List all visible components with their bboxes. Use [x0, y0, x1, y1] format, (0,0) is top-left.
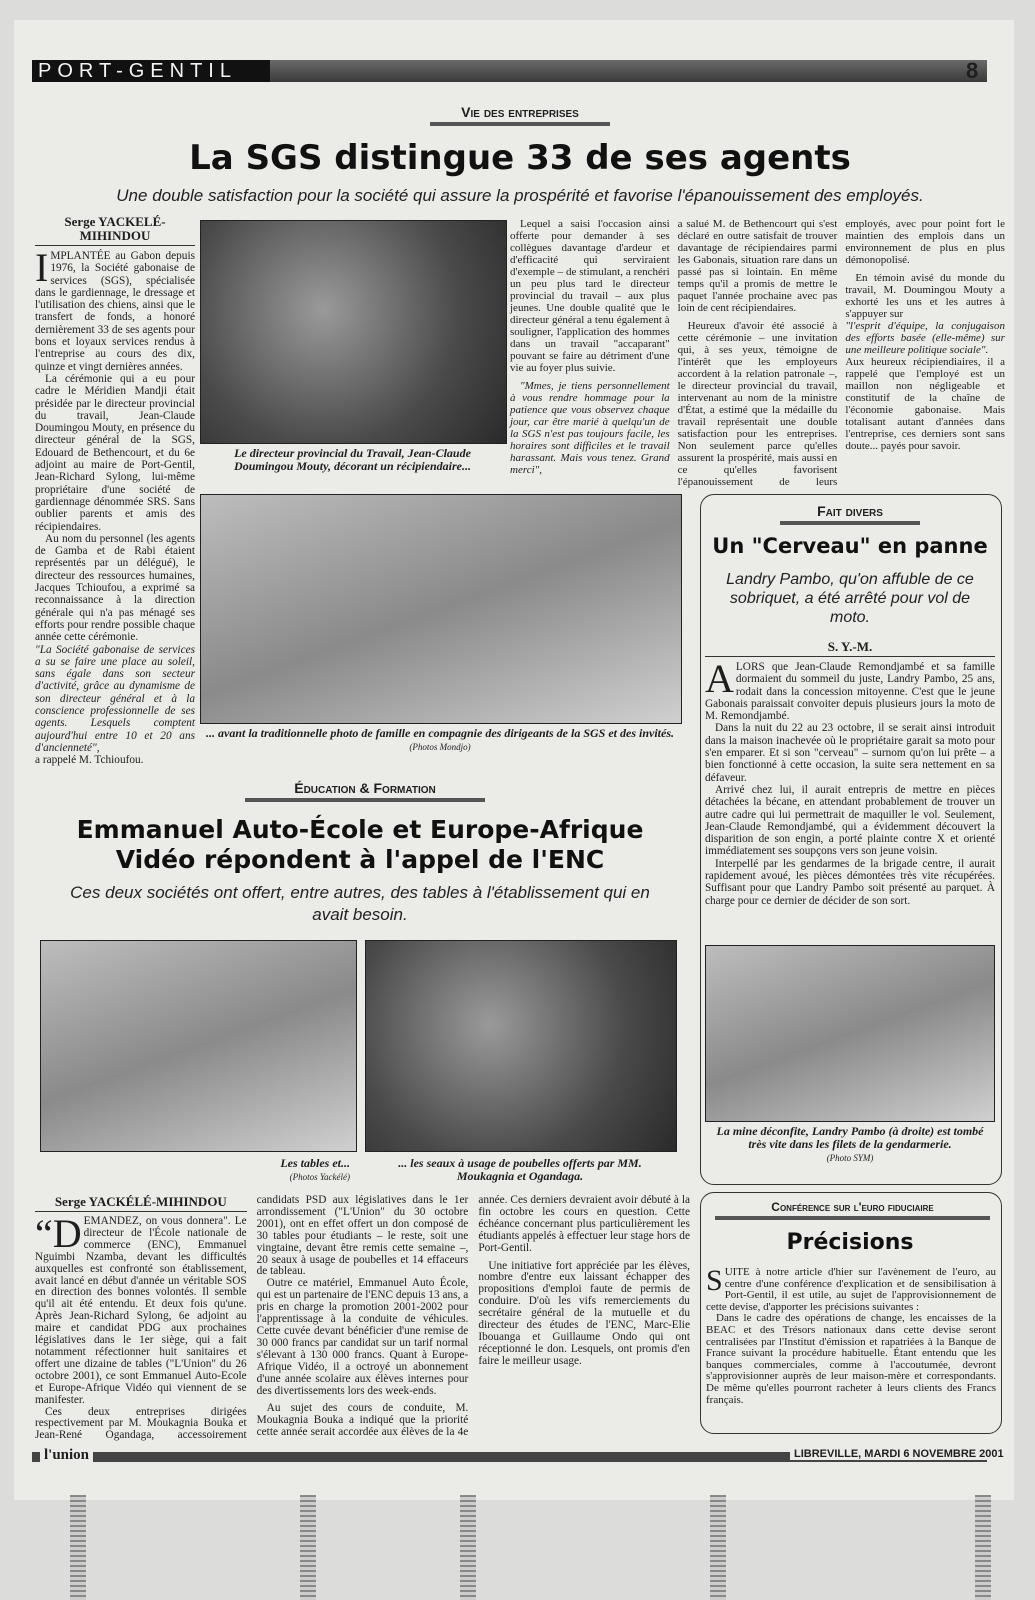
binding-ring: [70, 1495, 86, 1600]
euro-headline: Précisions: [786, 1230, 914, 1255]
sgs-column-3: a salué M. de Bethencourt qui s'est déclaré en outre satisfait de trouver davantage de récipiendaires parmi les Gabonais, situation rare dans un passé pas si lointain. En même temps qu'il a promis de mettre le paquet l'année prochaine avec pas loin de cent récipiendaires.: [677, 218, 838, 314]
sgs-column-4: En témoin avisé du monde du travail, M. Doumingou Mouty a exhorté les uns et les autres à s'appuyer sur: [845, 272, 1005, 320]
drop-cap: “D: [35, 1211, 82, 1256]
drop-cap: A: [705, 656, 734, 701]
euro-text: SUITE à notre article d'hier sur l'avènement de l'euro, au centre d'une conférence d'explication et de sensibilisation à Port-Gentil, il est utile, au sujet de l'approvisionnement de cette devise, d'apporter les précisions suivantes : Dans le cadre des opérations de change, les encaisses de la BEAC et des Trésors nationaux dans cette devise seront centralisées par l'Institut d'émission et rapatriées à la Banque de France suivant la procédure habituelle. Étant entendu que les banques commerciales, comme à l'accoutumée, devront s'approvisionner auprès de leur maison-mère et correspondants. De même qu'elles pourront racheter à leurs clients des Francs français.: [706, 1264, 996, 1406]
rubric-vie-des-entreprises: Vie des entreprises: [430, 104, 610, 126]
binding-ring: [975, 1495, 991, 1600]
binding-ring: [710, 1495, 726, 1600]
masthead-logo: l'union: [40, 1447, 93, 1464]
photo-landry-pambo: [705, 945, 995, 1122]
section-title: PORT-GENTIL: [32, 60, 270, 82]
caption-medal: Le directeur provincial du Travail, Jean-Claude Doumingou Mouty, décorant un récipiendaire...: [234, 446, 471, 473]
fait-divers-subtitle: Landry Pambo, qu'on affuble de ce sobriquet, a été arrêté pour vol de moto.: [726, 571, 974, 626]
binding-ring: [300, 1495, 316, 1600]
caption-bins: ... les seaux à usage de poubelles offerts par MM. Moukagnia et Ogandaga.: [398, 1156, 642, 1183]
dateline: LIBREVILLE, MARDI 6 NOVEMBRE 2001: [790, 1448, 1008, 1460]
sgs-column-1: Serge YACKELÉ-MIHINDOU IMPLANTÉE au Gabon depuis 1976, la Société gabonaise de services (SGS), spécialisée dans le gardiennage, le dressage et l'utilisation des chiens, ainsi que le transfert de fonds, a honoré dernièrement 33 de ses agents pour bons et loyaux services rendus à l'entreprise au cours des dix, quinze et vingt dernières années. La cérémonie qui a eu pour cadre le Méridien Mandji était présidée par le directeur provincial du travail, Jean-Claude Doumingou Mouty, en présence du directeur général de la SGS, Edouard de Bethencourt, et du 6e adjoint au maire de Port-Gentil, Jean-Richard Sylong, lui-même propriétaire d'une société de gardiennage dénommée SRS. Sans oublier parents et amis des récipiendaires. Au nom du personnel (les agents de Gamba et de Rabi étaient représentés par un délégué), le directeur des ressources humaines, Jacques Tchioufou, a exprimé sa reconnaissance à la direction générale qui n'a pas ménagé ses efforts pour rendre possible chaque année cette cérémonie. "La Société gabonaise de services a su se faire une place au soleil, sans égale dans son secteur d'activité, grâce au dynamisme de son directeur général et à la conscience professionnelle de ses agents. Lesquels comptent aujourd'hui entre 10 et 20 ans d'ancienneté", a rappelé M. Tchioufou.: [35, 214, 195, 767]
caption-tables: Les tables et... (Photos Yackélé): [280, 1156, 350, 1182]
enc-columns: Serge YACKÉLÉ-MIHINDOU “DEMANDEZ, on vous donnera". Le directeur de l'École nationale de commerce (ENC), Emmanuel Nguimbi Nzamba, devant les difficultés auxquelles est confronté son établissement, avait lancé en début d'année un véritable SOS en direction des bonnes volontés. Il semble qu'il ait été entendu. Et deux fois qu'une. Après Jean-Richard Sylong, 6e adjoint au maire et candidat PDG aux prochaines législatives dans le 1er siège, qui a fait notamment réfectionner huit sanitaires et offert une dizaine de tables ("L'Union" du 26 octobre 2001), ce sont Emmanuel Auto-Ecole et Europe-Afrique Vidéo qui viennent de se manifester. Ces deux entreprises dirigées respectivement par M. Moukagnia Bouka et Jean-René Ogandaga, accessoirement candidats PSD aux législatives dans le 1er arrondissement ("L'Union" du 30 octobre 2001), ont en effet offert un don composé de 30 tables pour étudiants – le reste, soit une vingtaine, devant être remis cette semaine –, 20 seaux à usage de poubelles et 14 effaceurs de tableau. Outre ce matériel, Emmanuel Auto École, qui est un partenaire de l'ENC depuis 13 ans, a pris en charge la promotion 2001-2002 pour l'apprentissage à la conduite de véhicules. Cette cuvée devant bénéficier d'une remise de 30 000 francs par candidat sur un tarif normal s'élevant à 130 000 francs. Quant à Europe-Afrique Vidéo, il a octroyé un abonnement d'une année scolaire aux élèves internes pour des divertissements lors des week-ends. Au sujet des cours de conduite, M. Moukagnia Bouka a indiqué que la priorité cette année serait accordée aux élèves de la 4e année. Ces derniers devraient avoir débuté à la fin octobre les cours en question. Cette échéance concernant plus particulièrement les étudiants appelés à effectuer leur stage hors de Port-Gentil. Une initiative fort appréciée par les élèves, nombre d'entre eux laissant échapper des propositions d'emploi faute de permis de conduire. D'où les vifs remerciements du secrétaire général de la mutuelle et du directeur des études de l'ENC, Marc-Elie Ibouanga et Guillaume Ondo qui ont réceptionné le don. Lesquels, ont promis d'en faire le meilleur usage.: [35, 1195, 690, 1447]
photo-bins: [365, 940, 677, 1152]
rubric-euro: Conférence sur l'euro fiduciaire: [715, 1200, 990, 1220]
drop-cap: S: [706, 1264, 723, 1297]
enc-column-3: Au sujet des cours de conduite, M. Moukagnia Bouka a indiqué que la priorité cette année serait accordée aux élèves de la 4e année. Ces derniers devraient avoir débuté à la fin octobre les cours en question. Cette échéance concernant plus particulièrement les étudiants appelés à effectuer leur stage hors de Port-Gentil.: [256, 1194, 690, 1439]
enc-column-1: “DEMANDEZ, on vous donnera". Le directeur de l'École nationale de commerce (ENC), Emmanuel Nguimbi Nzamba, devant les difficultés auxquelles est confronté son établissement, avait lancé en début d'année un véritable SOS en direction des bonnes volontés. Il semble qu'il ait été entendu. Et deux fois qu'une. Après Jean-Richard Sylong, 6e adjoint au maire et candidat PDG aux prochaines législatives dans le 1er siège, qui a fait notamment réfectionner huit sanitaires et offert une dizaine de tables ("L'Union" du 26 octobre 2001), ce sont Emmanuel Auto-Ecole et Europe-Afrique Vidéo qui viennent de se manifester.: [35, 1211, 247, 1406]
fait-divers-headline: Un "Cerveau" en panne: [712, 534, 988, 558]
photo-medal-ceremony: [200, 220, 507, 444]
drop-cap: I: [35, 245, 49, 290]
sgs-column-2: Lequel a saisi l'occasion ainsi offerte pour demander à ses collègues davantage d'ardeur et d'efficacité qui serviraient d'exemple – de stimulant, a renchéri un peu plus tard le directeur provincial du travail – aux plus jeunes. Une double qualité que le directeur général a tenu également à souligner, l'application des hommes dans un travail "accaparant" pouvant se faire au détriment d'une vie au foyer plus suivie.: [510, 218, 670, 374]
sgs-columns-2-4: Lequel a saisi l'occasion ainsi offerte pour demander à ses collègues davantage d'ardeur et d'efficacité qui serviraient d'exemple – de stimulant, a renchéri un peu plus tard le directeur provincial du travail – aux plus jeunes. Une double qualité que le directeur général a tenu également à souligner, l'application des hommes dans un travail "accaparant" pouvant se faire au détriment d'une vie au foyer plus suivie. "Mmes, je tiens personnellement à vous rendre hommage pour la patience que vous observez chaque jour, car être marié à quelqu'un de la SGS n'est pas toujours facile, les horaires sont difficiles et le travail harassant. Mais vous tenez. Grand merci", a salué M. de Bethencourt qui s'est déclaré en outre satisfait de trouver davantage de récipiendaires parmi les Gabonais, situation rare dans un passé pas si lointain. En même temps qu'il a promis de mettre le paquet l'année prochaine avec pas loin de cent récipiendaires. Heureux d'avoir été associé à cette cérémonie – une invitation qui, à ses yeux, témoigne de l'intérêt que les employeurs accordent à la relation patronale –, le directeur provincial du travail, intervenant au nom de la ministre d'État, a estimé que la médaille du travail représentait une double satisfaction pour les entreprises. Non seulement parce qu'elles assurent la prospérité, mais aussi en ce qu'elles favorisent l'épanouissement de leurs employés, avec pour point fort le maintien des emplois dans un environnement de plus en plus démonopolisé. En témoin avisé du monde du travail, M. Doumingou Mouty a exhorté les uns et les autres à s'appuyer sur "l'esprit d'équipe, la conjugaison des efforts basée (elle-même) sur une meilleure politique sociale". Aux heureux récipiendiaires, il a rappelé que l'employé est un maillon non négligeable et constitutif de la chaîne de l'économie gabonaise. Mais totalisant autant d'années dans l'entreprise, ces derniers sont sans doute... payés pour savoir.: [510, 218, 1005, 488]
enc-subtitle: Ces deux sociétés ont offert, entre autres, des tables à l'établissement qui en avait besoin.: [70, 883, 650, 924]
enc-byline: Serge YACKÉLÉ-MIHINDOU: [35, 1195, 247, 1212]
page-number: 8: [966, 58, 979, 83]
sgs-headline: La SGS distingue 33 de ses agents: [189, 138, 851, 178]
photo-group: [200, 494, 682, 724]
rubric-fait-divers: Fait divers: [780, 503, 920, 525]
caption-landry: La mine déconfite, Landry Pambo (à droite) est tombé très vite dans les filets de la gendarmerie. (Photo SYM): [716, 1124, 984, 1163]
sgs-subtitle: Une double satisfaction pour la société qui assure la prospérité et favorise l'épanouissement des employés.: [116, 186, 924, 205]
photo-tables: [40, 940, 357, 1152]
rubric-education: Éducation & Formation: [245, 780, 485, 802]
fait-divers-text: S. Y.-M. ALORS que Jean-Claude Remondjambé et sa famille dormaient du sommeil du juste, Landry Pambo, 25 ans, rodait dans la concession mitoyenne. C'est que le jeune Gabonais paraissait convoiter depuis plusieurs jours la moto de M. Remondjambé. Dans la nuit du 22 au 23 octobre, il se serait ainsi introduit dans la maison inachevée où le propriétaire garait sa moto pour s'en emparer. Et si son "cerveau" – surnom qu'on lui prête – a bien fonctionné à cette occasion, la suite sera nettement en sa défaveur. Arrivé chez lui, il aurait entrepris de mettre en pièces détachées la bécane, en attendant probablement de trouver un autre cadre qui lui permettrait de maquiller le vol. Seulement, Jean-Claude Remondjambé, qui a évidemment découvert la disparition de son engin, a porté plainte contre X et orienté immédiatement ses soupçons vers son jeune voisin. Interpellé par les gendarmes de la brigade centre, il aurait rapidement avoué, les pièces démontées très vite récupérées. Suffisant pour que Landry Pambo soit présenté au parquet. À charge pour ce dernier de décider de son sort.: [705, 639, 995, 907]
enc-headline: Emmanuel Auto-École et Europe-Afrique Vidéo répondent à l'appel de l'ENC: [76, 815, 644, 874]
sgs-byline: Serge YACKELÉ-MIHINDOU: [35, 215, 195, 246]
caption-group: ... avant la traditionnelle photo de famille en compagnie des dirigeants de la SGS et des invités. (Photos Mondjo): [206, 726, 674, 752]
binding-ring: [460, 1495, 476, 1600]
fait-divers-byline: S. Y.-M.: [705, 640, 995, 657]
enc-column-2: Ces deux entreprises dirigées respectivement par M. Moukagnia Bouka et Jean-René Ogandaga, accessoirement candidats PSD aux législatives dans le 1er arrondissement ("L'Union" du 30 octobre 2001), ont en effet offert un don composé de 30 tables pour étudiants – le reste, soit une vingtaine, devant être remis cette semaine –, 20 seaux à usage de poubelles et 14 effaceurs de tableau.: [35, 1194, 469, 1442]
